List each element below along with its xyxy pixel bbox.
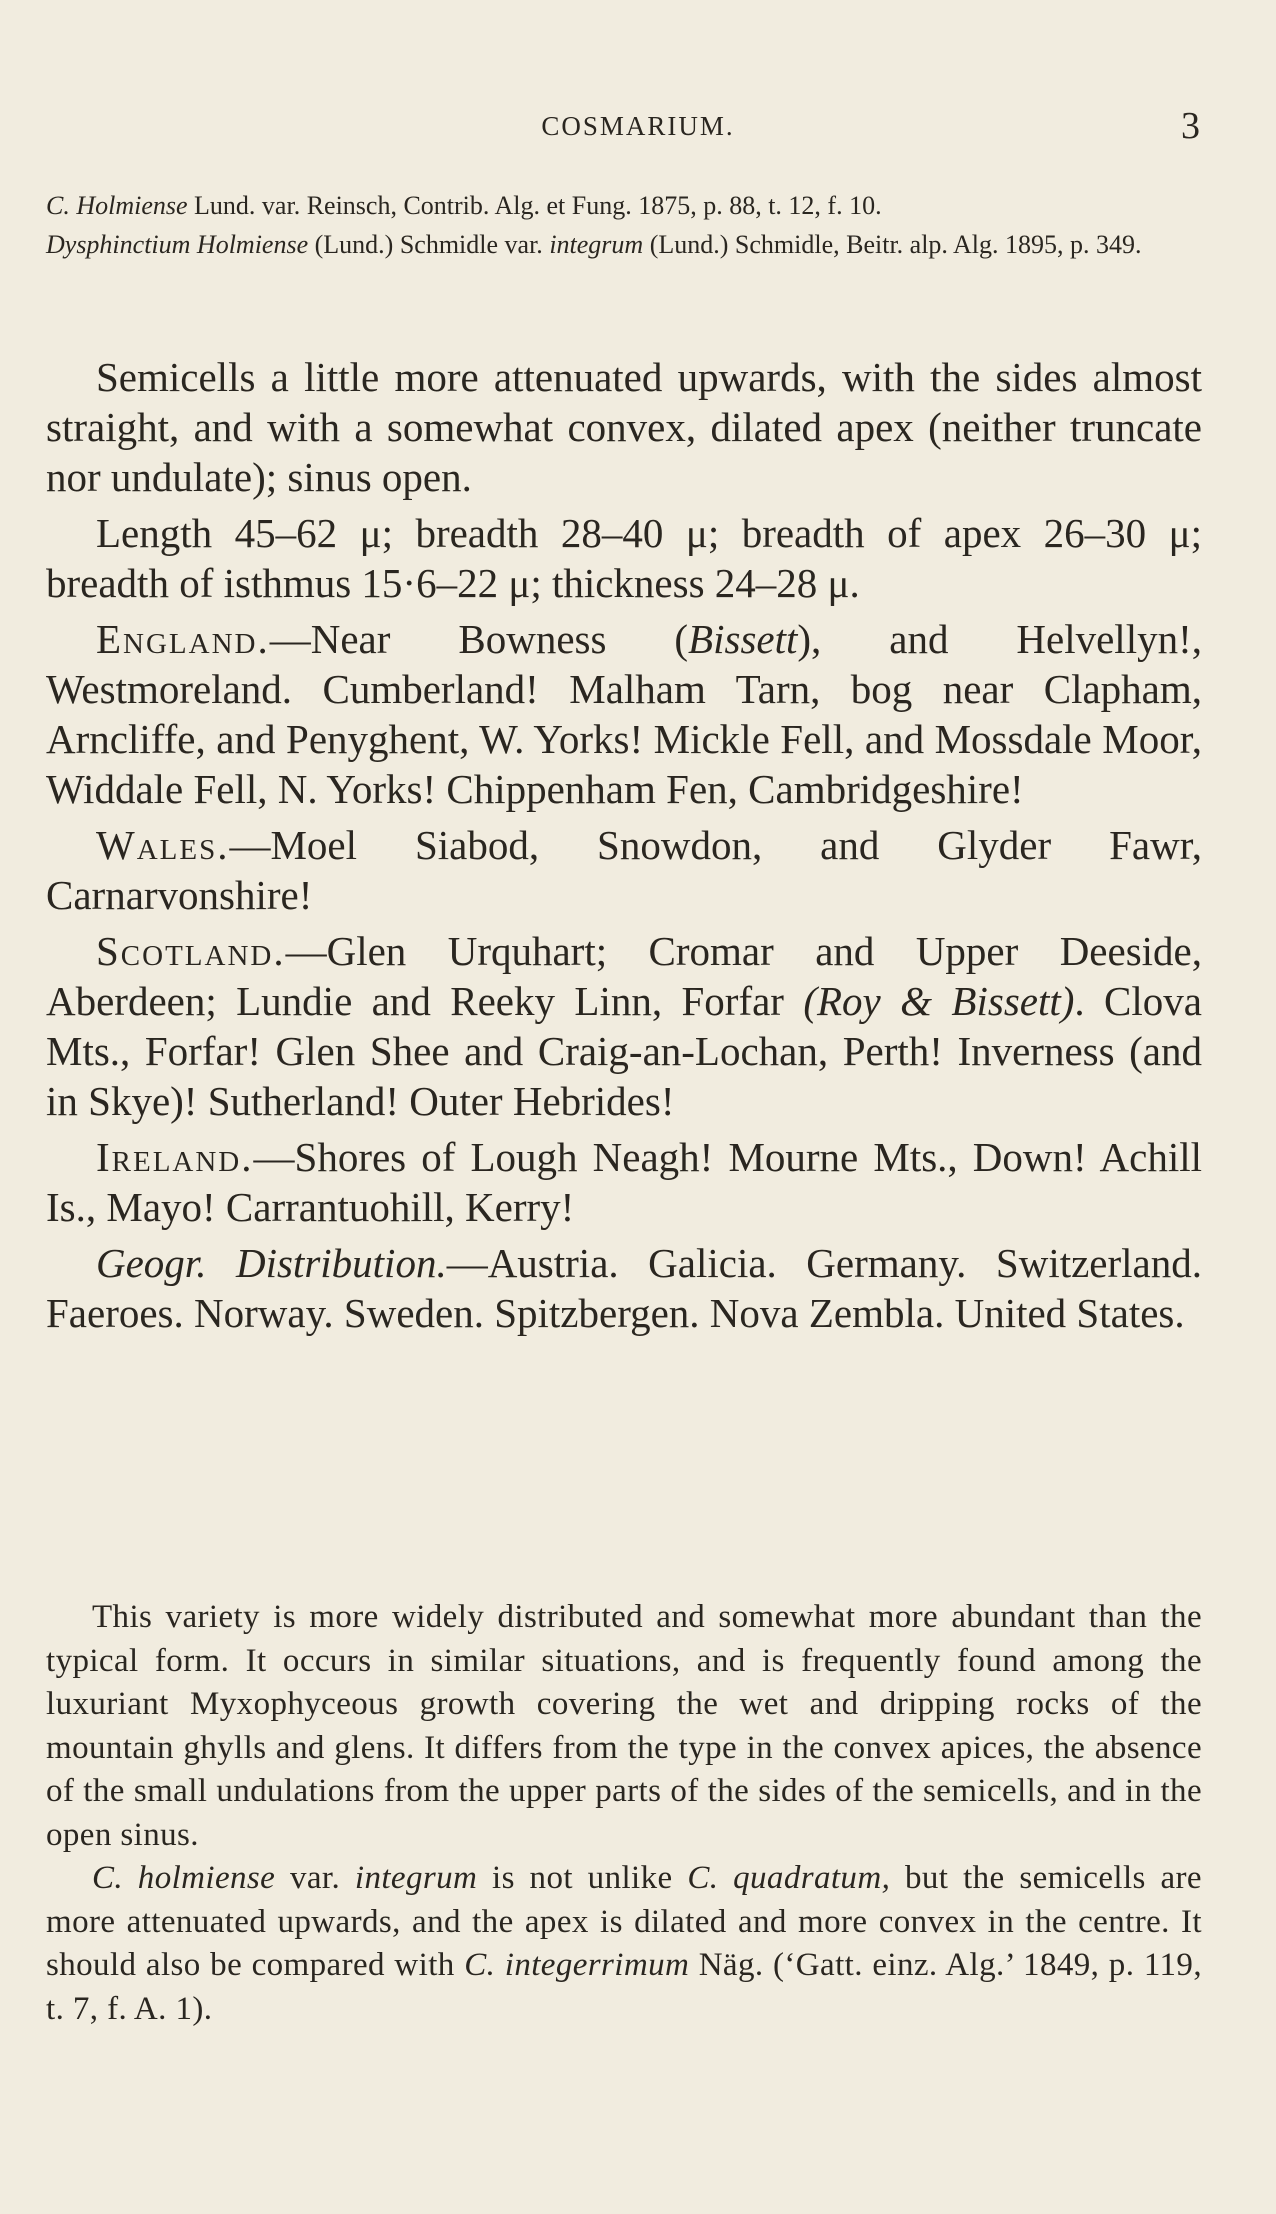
region-label: Ireland. <box>96 1134 254 1180</box>
locality-ireland: Ireland.—Shores of Lough Neagh! Mourne Mts., Down! Achill Is., Mayo! Carrantuohill, Kerry! <box>46 1134 1202 1230</box>
semicell-description: Semicells a little more attenuated upwards, with the sides almost straight, and with a somewhat convex, dilated apex (neither truncate nor undulate); sinus open. <box>46 354 1202 500</box>
taxon-name: C. holmiense <box>92 1860 276 1896</box>
synonym-name: C. Holmiense <box>46 191 188 220</box>
taxon-name: C. integerrimum <box>464 1947 690 1983</box>
synonym-authority: (Lund.) Schmidle var. <box>308 230 550 259</box>
note-paragraph: This variety is more widely distributed and somewhat more abundant than the typical form. It occurs in similar situations, and is frequently found among the luxuriant Myxophyceous growth covering the wet and dripping rocks of the mountain ghylls and glens. It differs from the type in the convex apices, the absence of the small undulations from the upper parts of the sides of the semicells, and in the open sinus. <box>46 1599 1202 1853</box>
note-paragraph: C. holmiense var. integrum is not unlike C. quadratum, but the semicells are more attenuated upwards, and the apex is dilated and more convex in the centre. It should also be compared with C. integerrimum Näg. (‘Gatt. einz. Alg.’ 1849, p. 119, t. 7, f. A. 1). <box>46 1860 1202 2027</box>
synonym-citation: (Lund.) Schmidle, Beitr. alp. Alg. 1895, p. 349. <box>643 230 1142 259</box>
locality-wales: Wales.—Moel Siabod, Snowdon, and Glyder Fawr, Carnarvonshire! <box>46 822 1202 918</box>
synonymy-block <box>46 192 1202 270</box>
synonym-name: Dysphinctium Holmiense <box>46 230 309 259</box>
locality-scotland: Scotland.—Glen Urquhart; Cromar and Upper Deeside, Aberdeen; Lundie and Reeky Linn, Forfar (Roy & Bissett). Clova Mts., Forfar! Glen Shee and Craig-an-Lochan, Perth! Inverness (and in Skye)! Sutherland! Outer Hebrides! <box>46 928 1202 1124</box>
running-head <box>0 106 1276 146</box>
locality-england: England.—Near Bowness (Bissett), and Helvellyn!, Westmoreland. Cumberland! Malham Tarn, bog near Clapham, Arncliffe, and Penyghent, W. Yorks! Mickle Fell, and Mossdale Moor, Widdale Fell, N. Yorks! Chippenham Fen, Cambridgeshire! <box>46 616 1202 812</box>
running-title: COSMARIUM. <box>541 111 735 141</box>
collector-name: Bissett <box>688 616 798 662</box>
notes-block <box>46 1596 1202 2031</box>
synonym-entry <box>46 231 1202 258</box>
synonym-variety: integrum <box>549 230 644 259</box>
region-label: Scotland. <box>96 928 286 974</box>
synonym-entry <box>46 192 1202 219</box>
collector-name: (Roy & Bissett) <box>803 978 1075 1024</box>
page-number: 3 <box>1181 105 1200 147</box>
region-label: England. <box>96 616 270 662</box>
dimensions-paragraph: Length 45–62 μ; breadth 28–40 μ; breadth of apex 26–30 μ; breadth of isthmus 15·6–22 μ; thickness 24–28 μ. <box>46 510 1202 606</box>
description-block <box>46 352 1202 1338</box>
geographic-distribution: Geogr. Distribution.—Austria. Galicia. Germany. Switzerland. Faeroes. Norway. Sweden. Spitzbergen. Nova Zembla. United States. <box>46 1240 1202 1336</box>
taxon-name: C. quadratum, <box>687 1860 891 1896</box>
synonym-citation: Lund. var. Reinsch, Contrib. Alg. et Fung. 1875, p. 88, t. 12, f. 10. <box>187 191 882 220</box>
taxon-variety: integrum <box>354 1860 478 1896</box>
distribution-label: Geogr. Distribution. <box>96 1240 447 1286</box>
region-label: Wales. <box>96 822 230 868</box>
